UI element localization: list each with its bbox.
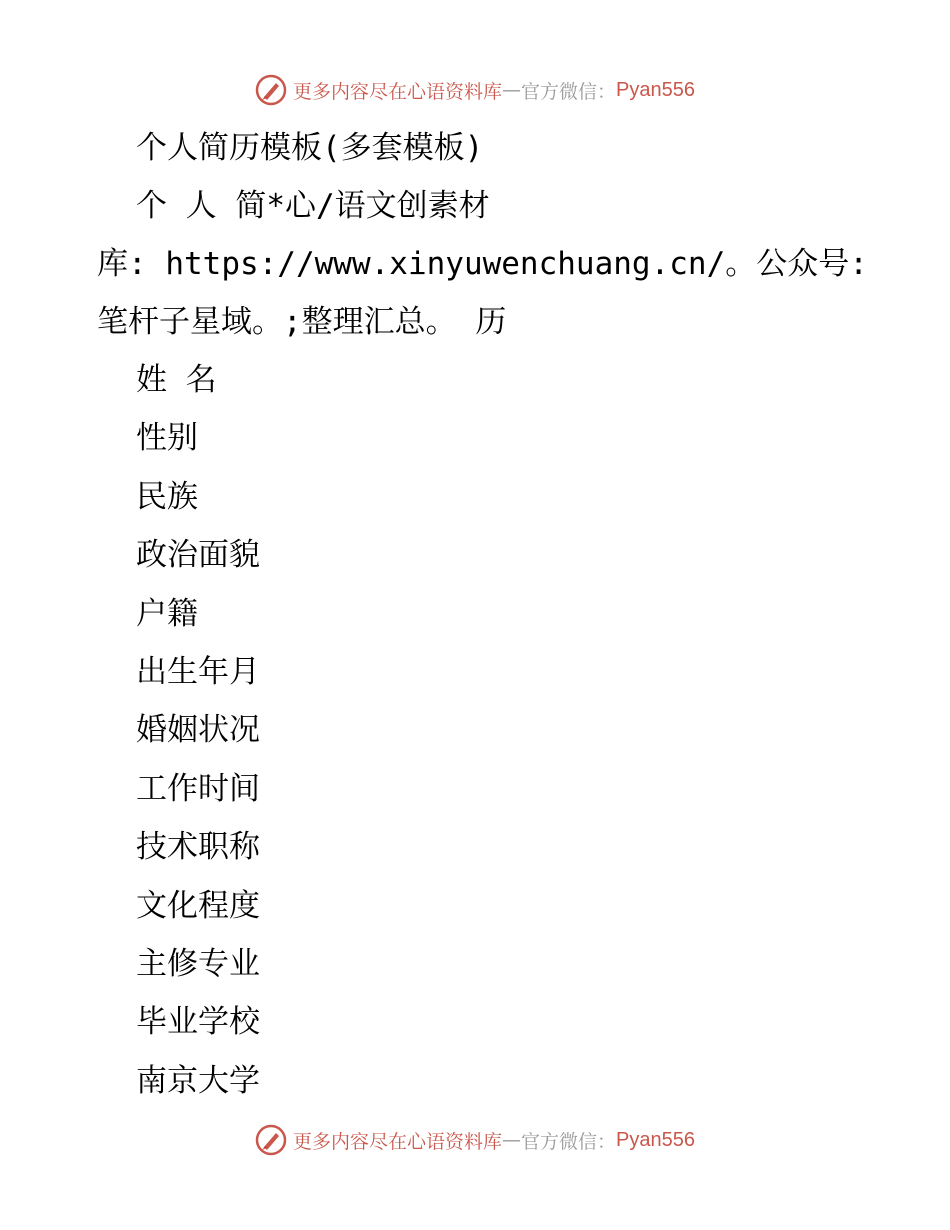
banner-main-text: 更多内容尽在心语资料库	[293, 80, 503, 103]
banner-wechat-label: 官方微信：	[521, 80, 617, 103]
field-label: 技术职称	[136, 829, 260, 865]
banner-row	[255, 1124, 695, 1156]
pen-seal-icon	[255, 74, 287, 106]
field-label: 文化程度	[136, 888, 260, 924]
banner-dash: —	[502, 79, 522, 101]
document-line-3: 库: https://www.xinyuwenchuang.cn/。公众号:	[97, 246, 868, 282]
field-value: 南京大学	[136, 1063, 260, 1099]
banner-wechat-id: Pyan556	[616, 1128, 695, 1151]
field-label: 姓 名	[136, 362, 217, 398]
banner-row	[255, 74, 695, 106]
banner-wechat-label: 官方微信：	[521, 1130, 617, 1153]
field-label: 婚姻状况	[136, 712, 260, 748]
field-label: 政治面貌	[136, 537, 260, 573]
banner-dash: —	[502, 1129, 522, 1151]
banner-main-text: 更多内容尽在心语资料库	[293, 1130, 503, 1153]
field-label: 工作时间	[136, 771, 260, 807]
header-watermark-banner	[0, 70, 950, 110]
banner-wechat-id: Pyan556	[616, 78, 695, 101]
field-label: 出生年月	[136, 654, 260, 690]
field-label: 户籍	[136, 596, 198, 632]
field-label: 民族	[136, 479, 198, 515]
pen-seal-icon	[255, 1124, 287, 1156]
field-label: 毕业学校	[136, 1004, 260, 1040]
document-line-2: 个 人 简*心/语文创素材	[136, 188, 490, 224]
document-line-4: 笔杆子星域。;整理汇总。 历	[97, 304, 507, 340]
field-label: 性别	[136, 420, 198, 456]
field-label: 主修专业	[136, 946, 260, 982]
footer-watermark-banner	[0, 1120, 950, 1160]
document-title: 个人简历模板(多套模板)	[136, 130, 484, 166]
